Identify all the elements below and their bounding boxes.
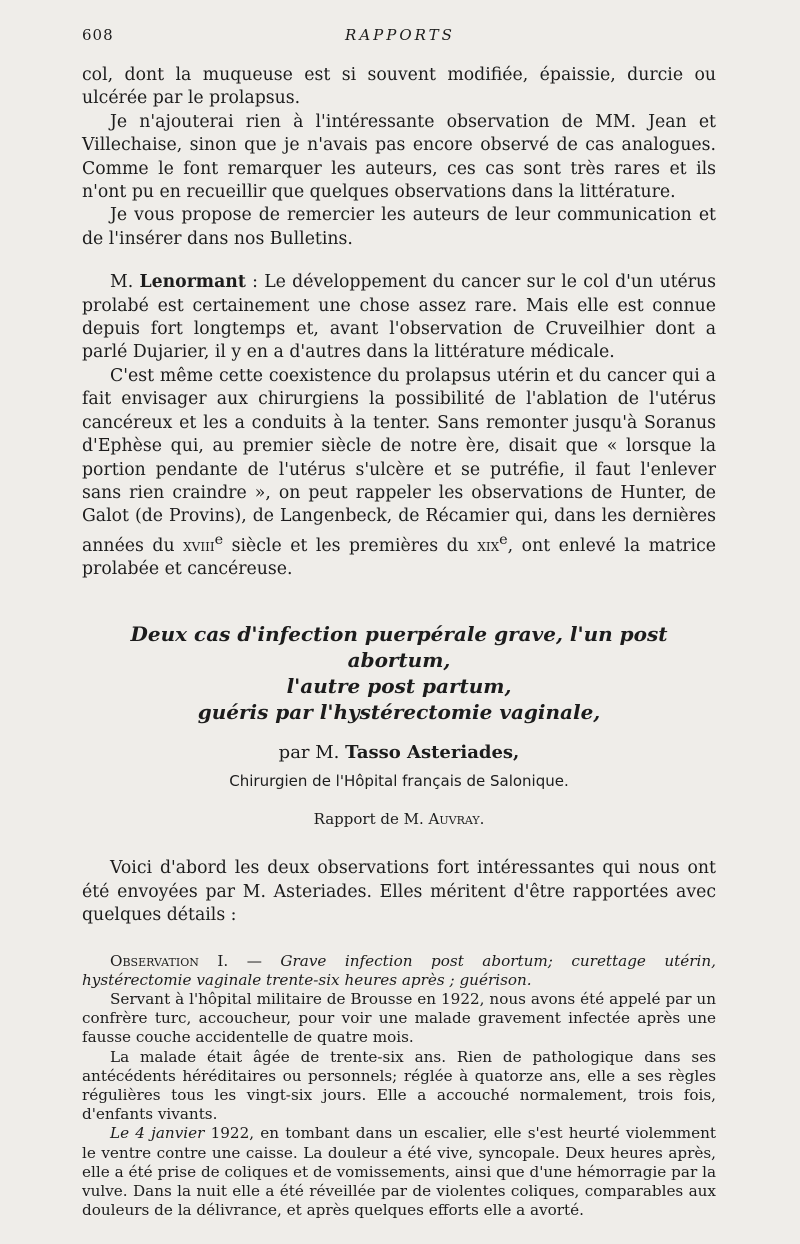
observation-paragraph-3 bbox=[82, 1124, 716, 1220]
paragraph-5 bbox=[82, 365, 716, 581]
paragraph-5-text-a: C'est même cette coexistence du prolapsus utérin et du cancer qui a fait envisager aux chirurgiens la possibilité de l'ablation de l'utérus cancéreux et les a conduits à la tenter. Sans remonter jusqu'à Soranus d'Ephèse qui, au premier siècle de notre ère, disait que « lorsque la portion pendante de l'utérus s'ulcère et se putréfie, il faut l'enlever sans rien craindre », on peut rappeler les observations de Hunter, de Galot (de Provins), de Langenbeck, de Récamier qui, dans les dernières années du bbox=[82, 365, 716, 556]
author-name: Tasso Asteriades, bbox=[345, 742, 520, 764]
paragraph-1: col, dont la muqueuse est si souvent modifiée, épaissie, durcie ou ulcérée par le prolapsus. bbox=[82, 65, 716, 109]
rapport-prefix: Rapport de M. bbox=[313, 810, 429, 829]
observation-date: Le 4 janvier bbox=[110, 1124, 205, 1143]
paragraph-5-text-b: siècle et les premières du bbox=[223, 535, 478, 556]
sup-e-2: e bbox=[499, 531, 508, 548]
observation-paragraph-3-text: 1922, en tombant dans un escalier, elle s'est heurté violemment le ventre contre une caisse. La douleur a été vive, syncopale. Deux heures après, elle a été prise de coliques et de vomissements, ainsi que d'une hémorragie par la vulve. Dans la nuit elle a été réveillée par de violentes coliques, comparables aux douleurs de la délivrance, et après quelques efforts elle a avorté. bbox=[82, 1124, 716, 1220]
observation-paragraph-2: La malade était âgée de trente-six ans. Rien de pathologique dans ses antécédents héréditaires ou personnels; réglée à quatorze ans, elle a ses règles régulières tous les vingt-six jours. Elle a accouché normalement, trois fois, d'enfants vivants. bbox=[82, 1047, 716, 1124]
running-head: RAPPORTS bbox=[345, 26, 455, 44]
article-title-line-2: l'autre post partum, bbox=[286, 674, 512, 699]
page-header bbox=[82, 26, 718, 50]
author-affiliation: Chirurgien de l'Hôpital français de Salonique. bbox=[229, 772, 569, 791]
rapport-line bbox=[82, 809, 716, 829]
observation-paragraph-1: Servant à l'hôpital militaire de Brousse en 1922, nous avons été appelé par un confrère turc, accoucheur, pour voir une malade gravement infectée après une fausse couche accidentelle de quatre mois. bbox=[82, 989, 716, 1047]
article-author bbox=[82, 741, 716, 765]
speaker-text: : Le développement du cancer sur le col d'un utérus prolabé est certainement une chose assez rare. Mais elle est connue depuis fort longtemps et, avant l'observation de Cruveilhier dont a parlé Dujarier, il y en a d'autres dans la littérature médicale. bbox=[82, 272, 717, 363]
observation-title: Grave infection post abortum; curettage utérin, hystérectomie vaginale trente-six heures après ; guérison. bbox=[82, 951, 717, 989]
article-title-line-1: Deux cas d'infection puerpérale grave, l'un post abortum, bbox=[130, 622, 668, 673]
article-heading bbox=[82, 621, 716, 829]
speaker-prefix: M. bbox=[110, 272, 140, 293]
paragraph-5-text-c: , ont enlevé la matrice prolabée et cancéreuse. bbox=[82, 535, 716, 579]
intro-paragraph: Voici d'abord les deux observations fort intéressantes qui nous ont été envoyées par M. Asteriades. Elles méritent d'être rapportées avec quelques détails : bbox=[82, 858, 716, 926]
observation-label: Observation I. bbox=[110, 951, 229, 970]
century-19: xix bbox=[477, 535, 500, 556]
author-prefix: par M. bbox=[278, 742, 346, 764]
page-number: 608 bbox=[82, 26, 114, 44]
observation-dash: — bbox=[228, 951, 281, 970]
paragraph-lenormant bbox=[82, 271, 716, 365]
century-18: xviii bbox=[183, 535, 215, 556]
page-body bbox=[82, 64, 716, 1220]
paragraph-2: Je n'ajouterai rien à l'intéressante observation de MM. Jean et Villechaise, sinon que je n'avais pas encore observé de cas analogues. Comme le font remarquer les auteurs, ces cas sont très rares et ils n'ont pu en recueillir que quelques observations dans la littérature. bbox=[82, 111, 716, 203]
rapport-name: Auvray. bbox=[428, 810, 485, 829]
article-title-line-3: guéris par l'hystérectomie vaginale, bbox=[197, 700, 601, 725]
sup-e-1: e bbox=[214, 531, 224, 548]
observation-heading bbox=[82, 952, 716, 990]
speaker-name: Lenormant bbox=[139, 272, 246, 293]
paragraph-3: Je vous propose de remercier les auteurs de leur communication et de l'insérer dans nos Bulletins. bbox=[82, 205, 716, 249]
